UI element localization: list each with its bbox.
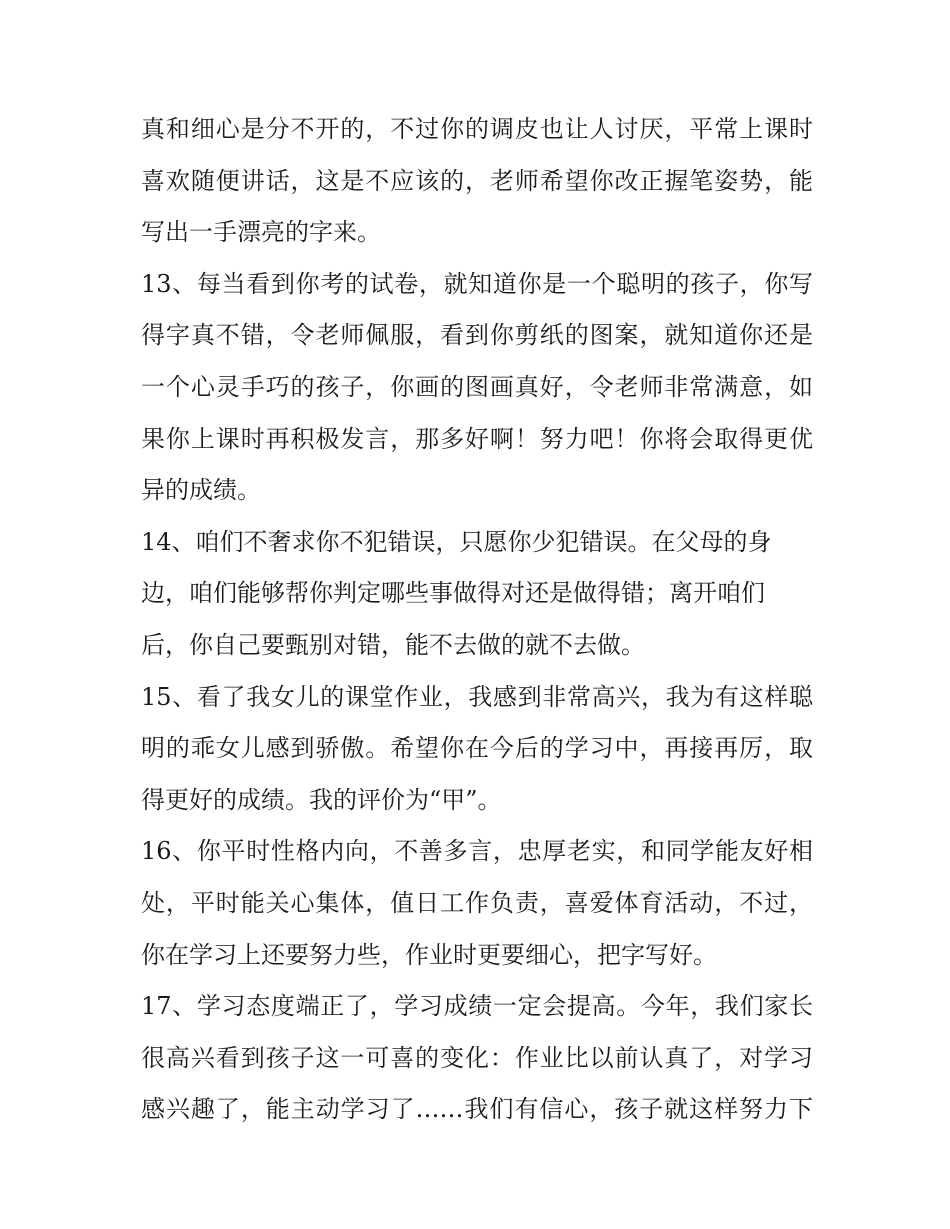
text-line: 真和细心是分不开的，不过你的调皮也让人讨厌，平常上课时 bbox=[141, 115, 813, 143]
text-line: 喜欢随便讲话，这是不应该的，老师希望你改正握笔姿势，能 bbox=[141, 166, 813, 195]
text-line: 感兴趣了，能主动学习了……我们有信心，孩子就这样努力下 bbox=[141, 1095, 813, 1124]
text-line: 17、学习态度端正了，学习成绩一定会提高。今年，我们家长 bbox=[141, 992, 813, 1021]
text-line: 得更好的成绩。我的评价为“甲”。 bbox=[141, 785, 502, 814]
text-line: 写出一手漂亮的字来。 bbox=[141, 218, 381, 247]
text-line: 果你上课时再积极发言，那多好啊！努力吧！你将会取得更优 bbox=[141, 424, 813, 453]
text-line: 13、每当看到你考的试卷，就知道你是一个聪明的孩子，你写 bbox=[141, 269, 813, 298]
text-line: 明的乖女儿感到骄傲。希望你在今后的学习中，再接再厉，取 bbox=[141, 734, 813, 763]
text-line: 后，你自己要甄别对错，能不去做的就不去做。 bbox=[141, 630, 645, 659]
text-line: 处，平时能关心集体，值日工作负责，喜爱体育活动，不过， bbox=[141, 888, 813, 917]
document-body bbox=[141, 104, 813, 1136]
text-line: 16、你平时性格内向，不善多言，忠厚老实，和同学能友好相 bbox=[141, 837, 813, 866]
text-line: 15、看了我女儿的课堂作业，我感到非常高兴，我为有这样聪 bbox=[141, 682, 813, 711]
text-line: 得字真不错，令老师佩服，看到你剪纸的图案，就知道你还是 bbox=[141, 321, 813, 350]
text-line: 边，咱们能够帮你判定哪些事做得对还是做得错；离开咱们 bbox=[141, 579, 765, 608]
text-line: 你在学习上还要努力些，作业时更要细心，把字写好。 bbox=[141, 940, 717, 969]
text-line: 14、咱们不奢求你不犯错误，只愿你少犯错误。在父母的身 bbox=[141, 527, 772, 556]
text-line: 异的成绩。 bbox=[141, 476, 261, 505]
text-line: 很高兴看到孩子这一可喜的变化：作业比以前认真了，对学习 bbox=[141, 1043, 813, 1072]
text-line: 一个心灵手巧的孩子，你画的图画真好，令老师非常满意，如 bbox=[141, 372, 813, 401]
